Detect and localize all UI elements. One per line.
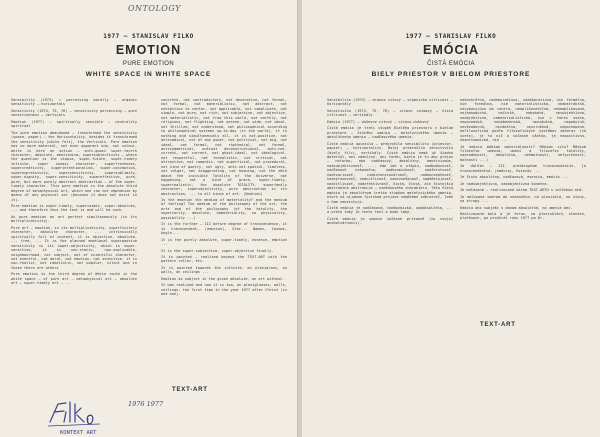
handwritten-note-top: ONTOLOGY	[128, 4, 181, 13]
left-footer-text-art: TEXT-ART	[172, 387, 208, 393]
paragraph: It was realised and now it is too, on plexiglasses, walls, ceilings: the first time in the year 1977 after Christ (in one one).	[161, 283, 287, 297]
right-title: EMÓCIA	[423, 43, 479, 57]
paragraph: It is the further — III before degree of transcendence, it is transcendent, (emotion), Star... Names, Cosmos, Angle...	[161, 222, 287, 236]
paragraph: As pure emotion an art perfect simultaneously (in its multiplicativity).	[11, 214, 137, 224]
paragraph: Pure emotion is the third degree of White route in the white space — of pure art — metaphysical art — absolute art — super-timely art — ...	[11, 272, 137, 286]
left-page	[0, 0, 298, 437]
left-column-1	[11, 98, 137, 360]
left-column-2	[161, 98, 287, 383]
left-subtitle-secondary: WHITE SPACE IN WHITE SPACE	[85, 71, 212, 78]
right-column-2	[460, 98, 586, 382]
paragraph: It is the purely absolute, super-timely, essence, emotion ...	[161, 237, 287, 247]
left-title: EMOTION	[115, 43, 182, 57]
handwritten-signature	[42, 392, 192, 437]
paragraph: Emócia (1977) — duševne citový — citovo-duševný	[327, 119, 429, 124]
paragraph: Čistá emócia je tretí stupeň Bielého priestoru v bielom priestore — čistého umenia — metafyzického umenia — absolútneho umenia — nadčasového umenia.	[327, 126, 453, 140]
paragraph: Emócia ako subjekt v danom absolútne, na umenie bez.	[460, 205, 573, 210]
right-page	[302, 0, 600, 437]
right-subtitle-secondary: BIELY PRIESTOR V BIELOM PRIESTORE	[371, 71, 531, 78]
paragraph: Realizovaná bola a je teraz, na plexisklách, stenách, plafónoch, po prvýkrát roku 1977 po Kr.	[460, 211, 586, 221]
paragraph: Je maľovaná smerom do nekonečna, na plexisklá, na steny, na stropy ...	[460, 194, 586, 204]
paragraph: concrete, not contradictory, not decorative, not formal, not formal, not materialistic, not abstract, not exhibitive to center, not applicable, not complicate, not simple, not pure, not rich, not subjective, not objective, not materialistic, not from this world, not earthly, not religious, not flighting, not serene, not wide, not ideal, not thrilled, not understood, not philosophical according to philosophical systems up-to-day (in the world), it is nothing and simultaneously all, it is not-positive, not antinomical, not of any power, not political, not big, not ideal, not formal, not rhythmical, not formal, antisymmetrical, antinot deconstructional, anti-not-current, not current, not ghost-ideal, not ideological, not respectful, not formalistic, not critical, not attractive, not romantic, not superficial, not procedural, not kind of poetry, not ugly, anti-not-spatial, timeless, not vulgar, not exaggerating, not knowing, not the able about the invisible Totality of the Universe, not happening, not a kind of grace, super-timely, superrealistic, the absolute TOTALITY, superfamily character, superobjectivity, pure abstraction in its abstraction, ... to all kinds of art. (Emotion)	[161, 98, 287, 196]
paragraph: Je maľovaná — realizovaná okrem TEXT-ARTU s valčekom atď.	[460, 188, 584, 193]
paragraph: nekonkrétna, nedekoratívna, nadekoratívna, nie formálna, nie formálna, nie materialistická, neabstraktná, nevybavujúca do centra, neaplikovateľná, nekomplikovaná, nejednoduchá, nečistá, nebohatá, nesubjektívna, neobjektívna, nematerialistická, nie z tohto sveta, nepozemská, nenáboženská, nevzdušná, nepokojná, nevšeobecná, neideálna, nevzrušená, nepochopená, nefilozofická podľa filozofických systémov doteraz (vo svete), je to nič a súčasne všetko, je nepozitívna, neantinomická, nie ...	[460, 98, 586, 143]
left-subtitle: PURE EMOTION	[122, 61, 175, 67]
right-byline: 1977 — STANISLAV FILKO	[405, 33, 497, 40]
paragraph: Emotion as subject in the given absolute, on art without.	[161, 276, 285, 281]
right-column-1	[327, 98, 453, 314]
paragraph: Čistá emócia opustila — prekročila senzibilitu (priestor, papier) — horizontalitu. Ďalej prekročila senzitivitu (biely filc), vertikály. Čistá emócia nemá už žiadne materiál, ani zdanlivý, ani farbu, biela je tu ako prejav — nefarba, ako nadčasový, absolútny, emotivizmus, nadsubjektívnosť, ..., kde ide o utópiu, nadbudúcnosť, nadčasové nekonečno, nadkozmickosť, nadčerstvosť, nadtvorivosť, nadintencionálnosť, nadkoncepčnosť, nadvýrazovosť, nadcitlivosť, nadvznešenosť, naddôstojnosť, nadcitlivosť, nadefektívnosť, čistá, čistá, ale čistejšia abstraktná abstrakcia — nadčasového charakteru. Táto čistá emócia je absolútnym tretím stupňom metafyzického umenia, ktorú na nijakom fyzickom prejave nemôžeme zdôrazniť, lebo v ňom neexistuje.	[327, 141, 453, 204]
paragraph: Sensitivity (1974, 75, 76) — sensitivity perceiving — pure sensitiveness — verticals	[11, 108, 137, 118]
paragraph: Je čisto absolútna, nadčasová, esencia, emócia ...	[460, 175, 569, 180]
paragraph: Čistá emócia je nadčasová, nadkozmická, nadabsolútna, ... a preto taký je tento text a bude taký.	[327, 205, 453, 215]
right-header	[302, 33, 600, 78]
paragraph: It is painted towards the infinite, on plexiglass, on walls, on ceilings ...	[161, 265, 287, 275]
paragraph: Senzitivita (1974, 75, 76) — citove vnímavý — čistá citlivost — vertikály	[327, 108, 453, 118]
signature-caption: KONTEXT ART	[60, 430, 97, 436]
left-header	[0, 33, 297, 78]
paragraph: Pure art — emotion, in its multiplicativity, superfinitely character, absolute character, ... intrinsically spiritually full of content, it is objective, absolute, ... free, ... It is the planned emotional superpassive sensitivity in its super-objectivity, which is super-sensitive, it is non-static, non-explicable, neighbourhood, not subject, not of scientific character, not eventful, not moral, not emotion, not sensitive, it is non-realist, not idealistic, not popular, silent and in these there are others	[11, 225, 137, 270]
paragraph: Čistá emócia je umenie súčasne prítomné (vo svojej mnohotvárnosti).	[327, 216, 453, 226]
paragraph: Senzibilita (1973) — mravne citový — organická citlivost — horizontály	[327, 98, 453, 107]
paragraph: Pure emotion is super-timely, supercosmic, super-absolute, ... and therefore thus the text is and will be such.	[11, 203, 137, 213]
paragraph: It is painted — realised beyond the TEXT-ART with the pattern roller, etc.	[161, 254, 287, 264]
paragraph: The pure emotion abandoned — transformed the sensitivity (space, paper) — the Horizontality, besides it transformed the sensitivity (white felt), the Verticals. Pure emotion has no more material, not even apparent one, not colour, white is here an action — anti-quasi super-fourth character, absolute, emotionism, supersubjectivity — where the question is the utopia, super-future, super-timely infinite, super cosmic character, superfreshness, supercreativity, superintentionalism, super-conception, superexpressivity, supersensitivity, supersublimity, super-dignity, super-sensitivity, supereffective, pure, pure, but more purely abstract abstraction — of the super-timely character. This pure emotion is the absolute third degree of metaphysical art, which one can not emphasise by means of any physical act (because it does not exist in it).	[11, 130, 137, 202]
paragraph: Je emócia médiom materiálnosti? Médiom citu? Médiom filozofie umenia, umení a filozofie totality, nadradenosti, absolútna, nehmotnosti, nefyzičnosti, možnosti ...)	[460, 144, 586, 162]
right-subtitle: ČISTÁ EMÓCIA	[427, 61, 475, 67]
left-byline: 1977 — STANISLAV FILKO	[103, 33, 194, 40]
paragraph: It is the super-subjective, super-objective finally.	[161, 248, 274, 253]
paragraph: Emotion (1977) — spiritually sensible — neutrality spiritual	[11, 119, 137, 129]
paragraph: Sensibility (1973) = perceiving morally — organic sensitivity — horizontals	[11, 98, 137, 107]
paragraph: Je ďalším — III. predstupňom transcendencie, je transcendentná, (emócia), Hviezdy ...	[460, 164, 586, 173]
paragraph: Je nadsubjektívna, nadobjektívna konečne.	[460, 181, 549, 186]
right-footer-text-art: TEXT-ART	[480, 322, 516, 328]
signature-years: 1976 1977	[128, 400, 164, 408]
paragraph: Is the emotion the medium of materiality? and the medium of feeling? The medium of the philosophy of the art, the arts and of the philosophy (of the totality, the superiority, absolute, immateriality, so physicality, possibility ...)	[161, 197, 287, 220]
